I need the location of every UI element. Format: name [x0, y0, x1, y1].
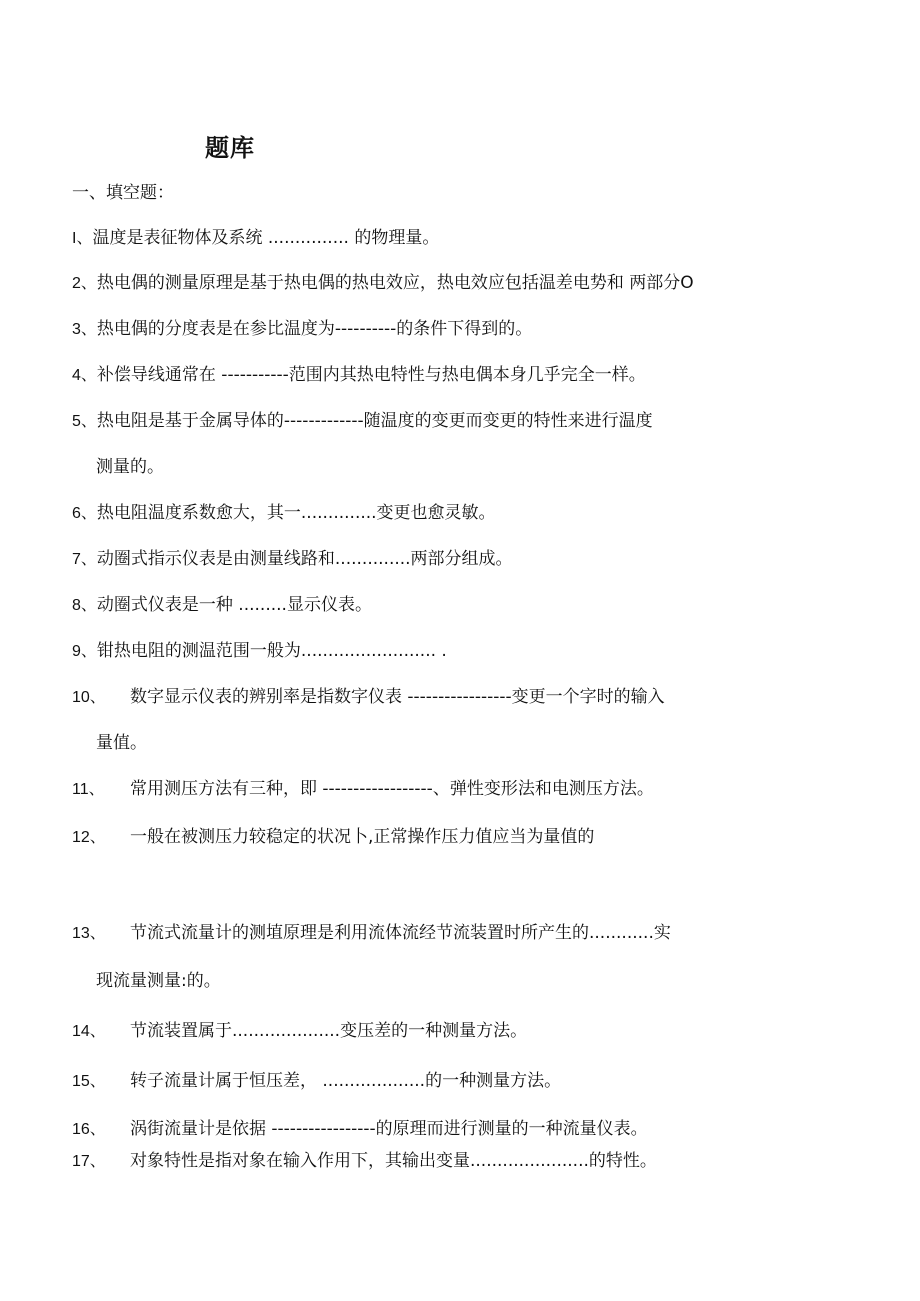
- question-text: 热电阻是基于金属导体的-------------随温度的变更而变更的特性来进行温度: [96, 411, 653, 431]
- question-item: [72, 548, 513, 571]
- question-text: 常用测压方法有三种，即 ------------------、弹性变形法和电测压方法。: [130, 779, 654, 799]
- question-number: 16、: [72, 1121, 106, 1138]
- question-text: 对象特性是指对象在输入作用下，其输出变量......................的特性。: [130, 1151, 657, 1171]
- question-text: 温度是表征物体及系统 ............... 的物理量。: [92, 228, 440, 248]
- question-text: 节流式流量计的测埴原理是利用流体流经节流装置时所产生的............实: [130, 923, 671, 943]
- question-item: [72, 1118, 648, 1141]
- question-text: 涡街流量计是依据 -----------------的原理而进行测量的一种流量仪表。: [130, 1119, 648, 1139]
- question-text: 热电阻温度系数愈大，其一..............变更也愈灵敏。: [96, 503, 496, 523]
- question-item: [72, 318, 532, 341]
- question-item: [72, 502, 496, 525]
- question-item: [72, 826, 594, 849]
- question-text: 动圈式仪表是一种 .........显示仪表。: [96, 595, 372, 615]
- question-text: 补偿导线通常在 -----------范围内其热电特性与热电偶本身几乎完全一样。: [96, 365, 646, 385]
- question-number: 4、: [72, 367, 97, 384]
- question-number: 6、: [72, 505, 97, 522]
- question-item: [72, 640, 447, 663]
- question-number: I、: [72, 230, 93, 247]
- question-number: 11、: [72, 781, 105, 798]
- question-number: 2、: [72, 275, 97, 292]
- question-number: 15、: [72, 1073, 106, 1090]
- question-item: [72, 1070, 561, 1093]
- question-item: [72, 227, 439, 250]
- question-item: [72, 272, 694, 295]
- question-item: [72, 686, 665, 709]
- question-number: 13、: [72, 925, 106, 942]
- question-item: [72, 410, 653, 433]
- question-number: 14、: [72, 1023, 106, 1040]
- question-continuation: 测量的。: [96, 457, 164, 477]
- question-item: [72, 364, 646, 387]
- question-number: 10、: [72, 689, 106, 706]
- question-text: 一般在被测压力较稳定的状况卜,正常操作压力值应当为量值的: [130, 827, 595, 847]
- question-text: 动圈式指示仪表是由测量线路和..............两部分组成。: [96, 549, 513, 569]
- question-item: [72, 922, 671, 945]
- question-number: 9、: [72, 643, 97, 660]
- question-number: 17、: [72, 1153, 106, 1170]
- question-item: [72, 594, 372, 617]
- question-text: 数字显示仪表的辨别率是指数字仪表 -----------------变更一个字时的输入: [130, 687, 665, 707]
- question-continuation: 现流量测量:的。: [96, 971, 221, 991]
- question-number: 12、: [72, 829, 106, 846]
- question-continuation: 量值。: [96, 733, 147, 753]
- question-text: 节流装置属于....................变压差的一种测量方法。: [130, 1021, 528, 1041]
- question-item: [72, 1150, 657, 1173]
- question-text: 钳热电阻的测温范围一般为......................... .: [96, 641, 447, 661]
- page-title: 题库: [205, 134, 255, 162]
- question-number: 5、: [72, 413, 97, 430]
- question-number: 7、: [72, 551, 97, 568]
- question-number: 3、: [72, 321, 97, 338]
- question-text: 热电偶的测量原理是基于热电偶的热电效应，热电效应包括温差电势和 两部分O: [96, 273, 694, 293]
- question-text: 转子流量计属于恒压差， ...................的一种测量方法。: [130, 1071, 562, 1091]
- question-text: 热电偶的分度表是在参比温度为----------的条件下得到的。: [96, 319, 533, 339]
- section-heading: 一、填空题：: [72, 183, 174, 203]
- question-number: 8、: [72, 597, 97, 614]
- question-item: [72, 1020, 527, 1043]
- question-item: [72, 778, 654, 801]
